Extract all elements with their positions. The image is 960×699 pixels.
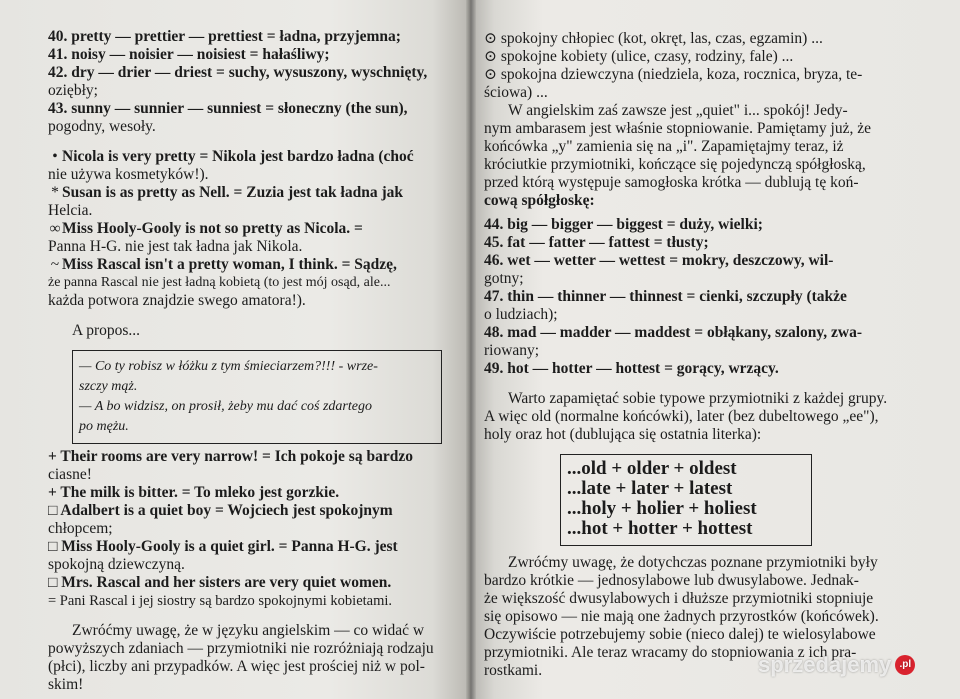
comparison-line: ...old + older + oldest	[567, 458, 737, 479]
sentence-line: □ Mrs. Rascal and her sisters are very quiet women.	[48, 574, 392, 591]
closing-line: rostkami.	[484, 662, 543, 679]
example-line: Panna H-G. nie jest tak ładna jak Nikola.	[48, 238, 303, 255]
closing-line: bardzo krótkie — jednosylabowe lub dwusylabowe. Jednak-	[484, 572, 859, 589]
sentence-line: = Pani Rascal i jej siostry są bardzo spokojnymi kobietami.	[48, 593, 393, 609]
word-entry: 41. noisy — noisier — noisiest = hałaśliwy;	[48, 46, 330, 63]
sentence-line: □ Miss Hooly-Gooly is a quiet girl. = Panna H-G. jest	[48, 538, 398, 555]
watermark-text: sprzedajemy	[758, 652, 892, 677]
closing-line: Zwróćmy uwagę, że w języku angielskim — co widać w	[72, 622, 425, 639]
closing-line: że większość dwusylabowych i dłuższe przymiotniki stopniuje	[484, 590, 874, 607]
phrase-line: ⊙ spokojna dziewczyna (niedziela, koza, rocznica, bryza, te-	[484, 66, 863, 83]
closing-line: (płci), liczby ani przypadków. A więc jest prościej niż w pol-	[48, 658, 425, 675]
closing-line: się opisowo — nie mają one żadnych przyrostków (końcówek).	[484, 608, 879, 625]
word-entry: 45. fat — fatter — fattest = tłusty;	[484, 234, 709, 251]
word-entry-cont: pogodny, wesoły.	[48, 118, 156, 135]
sentence-line: □ Adalbert is a quiet boy = Wojciech jest spokojnym	[48, 502, 393, 519]
example-line: • Nicola is very pretty = Nikola jest bardzo ładna (choć	[48, 148, 464, 166]
example-line: Helcia.	[48, 202, 93, 219]
apropos-heading: A propos...	[72, 322, 141, 339]
example-line: ∞Miss Hooly-Gooly is not so pretty as Nicola. =	[49, 220, 363, 237]
word-entry: 42. dry — drier — driest = suchy, wysuszony, wyschnięty,	[48, 64, 428, 81]
word-entry-cont: o ludziach);	[484, 306, 558, 323]
right-page	[470, 0, 960, 699]
comparison-line: ...hot + hotter + hottest	[567, 518, 753, 539]
sentence-line: spokojną dziewczyną.	[48, 556, 185, 573]
word-entry-cont: oziębły;	[48, 82, 98, 99]
watermark-logo	[758, 648, 944, 682]
joke-line: — A bo widzisz, on prosił, żeby mu dać coś zdartego	[79, 399, 372, 414]
asterisk-icon: *	[51, 184, 59, 201]
intro-line: przed którą występuje samogłoska krótka — dublują tę koń-	[484, 174, 859, 191]
example-line: * Susan is as pretty as Nell. = Zuzia jest tak ładna jak	[48, 184, 464, 202]
joke-line: szczy mąż.	[79, 379, 138, 394]
closing-line: skim!	[48, 676, 84, 693]
comparison-line: ...late + later + latest	[567, 478, 733, 499]
bullet-icon: •	[52, 148, 58, 165]
sentence-line: + Their rooms are very narrow! = Ich pokoje są bardzo	[48, 448, 413, 465]
intro-line: końcówka „y" zamienia się na „i". Zapamiętajmy teraz, iż	[484, 138, 844, 155]
phrase-line: ściowa) ...	[484, 84, 548, 101]
joke-line: po mężu.	[79, 419, 129, 434]
infinity-icon: ∞	[49, 220, 61, 237]
comparison-box	[560, 454, 812, 546]
closing-line: Oczywiście potrzebujemy sobie (nieco dalej) te wielosylabowe	[484, 626, 876, 643]
example-line: każda potwora znajdzie swego amatora!).	[48, 292, 306, 309]
closing-line: przymiotniki. Ale teraz wracamy do stopniowania z ich pra-	[484, 644, 857, 661]
word-entry: 47. thin — thinner — thinnest = cienki, szczupły (także	[484, 288, 847, 305]
word-entry: 48. mad — madder — maddest = obłąkany, szalony, zwa-	[484, 324, 863, 341]
intro-line: cową spółgłoskę:	[484, 192, 595, 209]
intro-line: W angielskim zaś zawsze jest „quiet" i... spokój! Jedy-	[508, 102, 848, 119]
closing-line: powyższych zdaniach — przymiotniki nie rozróżniają rodzaju	[48, 640, 434, 657]
intro-line: króciutkie przymiotniki, kończące się pojedynczą spółgłoską,	[484, 156, 866, 173]
joke-line: — Co ty robisz w łóżku z tym śmieciarzem?!!! - wrze-	[79, 359, 378, 374]
word-entry: 44. big — bigger — biggest = duży, wielki;	[484, 216, 763, 233]
word-entry: 46. wet — wetter — wettest = mokry, deszczowy, wil-	[484, 252, 834, 269]
phrase-line: ⊙ spokojny chłopiec (kot, okręt, las, czas, egzamin) ...	[484, 30, 823, 47]
sentence-line: ciasne!	[48, 466, 92, 483]
word-entry: 43. sunny — sunnier — sunniest = słoneczny (the sun),	[48, 100, 408, 117]
word-entry: 49. hot — hotter — hottest = gorący, wrzący.	[484, 360, 779, 377]
word-entry-cont: gotny;	[484, 270, 524, 287]
comparison-line: ...holy + holier + holiest	[567, 498, 757, 519]
example-line: nie używa kosmetyków!).	[48, 166, 209, 183]
tilde-icon: ~	[50, 256, 60, 273]
word-entry: 40. pretty — prettier — prettiest = ładna, przyjemna;	[48, 28, 401, 45]
memo-line: holy oraz hot (dublująca się ostatnia literka):	[484, 426, 762, 443]
closing-line: Zwróćmy uwagę, że dotychczas poznane przymiotniki były	[508, 554, 878, 571]
memo-line: A więc old (normalne końcówki), later (bez dubeltowego „ee"),	[484, 408, 879, 425]
memo-line: Warto zapamiętać sobie typowe przymiotniki z każdej grupy.	[508, 390, 888, 407]
phrase-line: ⊙ spokojne kobiety (ulice, czasy, rodziny, fale) ...	[484, 48, 794, 65]
sentence-line: + The milk is bitter. = To mleko jest gorzkie.	[48, 484, 340, 501]
intro-line: nym ambarasem jest właśnie stopniowanie. Pamiętamy już, że	[484, 120, 871, 137]
watermark-dot-icon: .pl	[895, 655, 915, 675]
left-page	[0, 0, 470, 699]
example-line: ~ Miss Rascal isn't a pretty woman, I think. = Sądzę,	[48, 256, 464, 274]
sentence-line: chłopcem;	[48, 520, 113, 537]
example-line: że panna Rascal nie jest ładną kobietą (to jest mój osąd, ale...	[48, 275, 391, 290]
word-entry-cont: riowany;	[484, 342, 540, 359]
book-gutter	[466, 0, 476, 699]
joke-box	[72, 350, 442, 444]
